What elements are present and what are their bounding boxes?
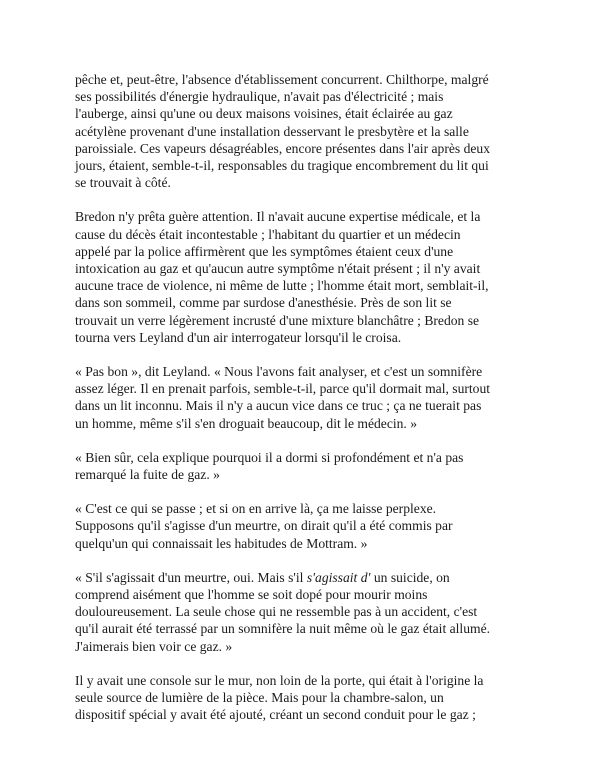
text-line: intoxication au gaz et qu'aucun autre symptôme n'était présent ; il n'y avait: [75, 261, 481, 277]
text-line: dispositif spécial y avait été ajouté, créant un second conduit pour le gaz ;: [75, 707, 476, 723]
paragraph-2: [75, 208, 530, 346]
text-line: quelqu'un qui connaissait les habitudes de Mottram. »: [75, 535, 368, 551]
text-line: comprend aisément que l'homme se soit dopé pour mourir moins: [75, 587, 428, 603]
text-line: pêche et, peut-être, l'absence d'établissement concurrent. Chilthorpe, malgré: [75, 72, 489, 87]
text-line: trouvait un verre légèrement incrusté d'une mixture blanchâtre ; Bredon se: [75, 312, 480, 328]
italic-text: s'agissait d': [306, 569, 371, 585]
text-line: douloureusement. La seule chose qui ne ressemble pas à un accident, c'est: [75, 604, 478, 620]
text-run: « S'il s'agissait d'un meurtre, oui. Mais s'il: [75, 569, 307, 585]
text-line: appelé par la police affirmèrent que les symptômes étaient ceux d'une: [75, 243, 454, 259]
text-line: qu'il aurait été terrassé par un somnifère la nuit même où le gaz était allumé.: [75, 621, 491, 637]
text-line: jours, étaient, semble-t-il, responsables du tragique encombrement du lit qui: [75, 158, 489, 174]
text-run: un suicide, on: [370, 569, 450, 585]
text-line: un homme, même s'il s'en droguait beaucoup, dit le médecin. »: [75, 415, 418, 431]
text-line: cause du décès était incontestable ; l'habitant du quartier et un médecin: [75, 226, 461, 242]
text-line: assez léger. Il en prenait parfois, semble-t-il, parce qu'il dormait mal, surtout: [75, 381, 491, 397]
paragraph-1: [75, 71, 530, 191]
text-line: Il y avait une console sur le mur, non loin de la porte, qui était à l'origine la: [75, 672, 484, 688]
text-line: remarqué la fuite de gaz. »: [75, 467, 220, 483]
text-line: « C'est ce qui se passe ; et si on en arrive là, ça me laisse perplexe.: [75, 501, 437, 517]
paragraph-7: [75, 672, 530, 724]
document-page: [75, 71, 530, 741]
text-line: se trouvait à côté.: [75, 175, 171, 191]
text-line: [75, 569, 530, 586]
text-line: dans un lit inconnu. Mais il n'y a aucun vice dans ce truc ; ça ne tuerait pas: [75, 398, 482, 414]
text-line: acétylène provenant d'une installation desservant le presbytère et la salle: [75, 123, 469, 139]
text-line: seule source de lumière de la pièce. Mais pour la chambre-salon, un: [75, 690, 444, 706]
text-line: tourna vers Leyland d'un air interrogateur lorsqu'il le croisa.: [75, 329, 402, 345]
paragraph-5: [75, 500, 530, 552]
text-line: dans son sommeil, comme par surdose d'anesthésie. Près de son lit se: [75, 295, 452, 311]
text-line: aucune trace de violence, ni même de lutte ; l'homme était mort, semblait-il,: [75, 278, 489, 294]
text-line: ses possibilités d'énergie hydraulique, n'avait pas d'électricité ; mais: [75, 89, 444, 105]
paragraph-3: [75, 363, 530, 432]
text-line: Bredon n'y prêta guère attention. Il n'avait aucune expertise médicale, et la: [75, 209, 481, 225]
text-line: Supposons qu'il s'agisse d'un meurtre, on dirait qu'il a été commis par: [75, 518, 453, 534]
text-line: l'auberge, ainsi qu'une ou deux maisons voisines, était éclairée au gaz: [75, 106, 453, 122]
text-line: « Bien sûr, cela explique pourquoi il a dormi si profondément et n'a pas: [75, 449, 464, 465]
text-line: « Pas bon », dit Leyland. « Nous l'avons fait analyser, et c'est un somnifère: [75, 364, 483, 380]
paragraph-6: [75, 569, 530, 655]
text-line: paroissiale. Ces vapeurs désagréables, encore présentes dans l'air après deux: [75, 140, 491, 156]
text-line: J'aimerais bien voir ce gaz. »: [75, 638, 233, 654]
paragraph-4: [75, 449, 530, 483]
